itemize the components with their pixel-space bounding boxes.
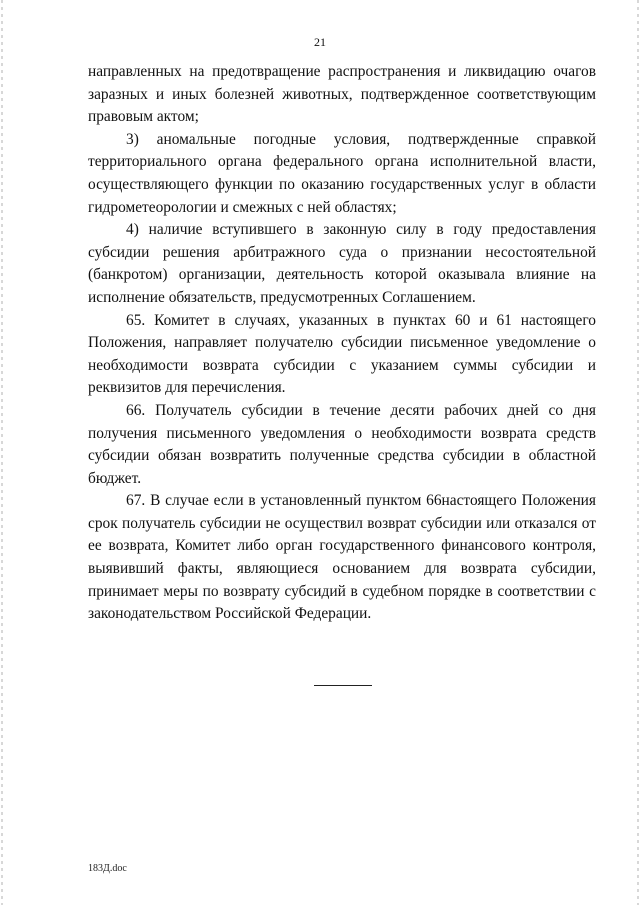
paragraph-65: 65. Комитет в случаях, указанных в пунктах 60 и 61 настоящего Положения, направляет получателю субсидии письменное уведомление о необходимости возврата субсидии с указанием суммы субсидии и реквизитов для перечисления.: [88, 311, 596, 397]
page-number: 21: [314, 35, 326, 49]
paragraph-continuation: направленных на предотвращение распространения и ликвидацию очагов заразных и иных болезней животных, подтвержденное соответствующим правовым актом;: [88, 63, 596, 126]
scan-edge-left: [1, 0, 3, 905]
footer-filename: 183Д.doc: [88, 863, 127, 874]
end-of-text-rule: [314, 685, 372, 686]
paragraph-item-4: 4) наличие вступившего в законную силу в году предоставления субсидии решения арбитражного суда о признании несостоятельной (банкротом) организации, деятельность которой оказывала влияние на исполнение обязательств, предусмотренных Соглашением.: [88, 221, 596, 306]
scan-edge-right: [637, 0, 639, 905]
paragraph-66: 66. Получатель субсидии в течение десяти рабочих дней со дня получения письменного уведомления о необходимости возврата средств субсидии обязан возвратить полученные средства субсидии в областной бюджет.: [88, 401, 596, 487]
paragraph-item-3: 3) аномальные погодные условия, подтвержденные справкой территориального органа федерального органа исполнительной власти, осуществляющего функции по оказанию государственных услуг в области гидрометеорологии и смежных с ней областях;: [88, 130, 596, 216]
paragraph-67: 67. В случае если в установленный пунктом 66настоящего Положения срок получатель субсидии не осуществил возврат субсидии или отказался от ее возврата, Комитет либо орган государственного финансового контроля, выявивший факты, являющиеся основанием для возврата субсидии, принимает меры по возврату субсидий в судебном порядке в соответствии с законодательством Российской Федерации.: [88, 492, 596, 623]
document-body: [88, 61, 596, 626]
